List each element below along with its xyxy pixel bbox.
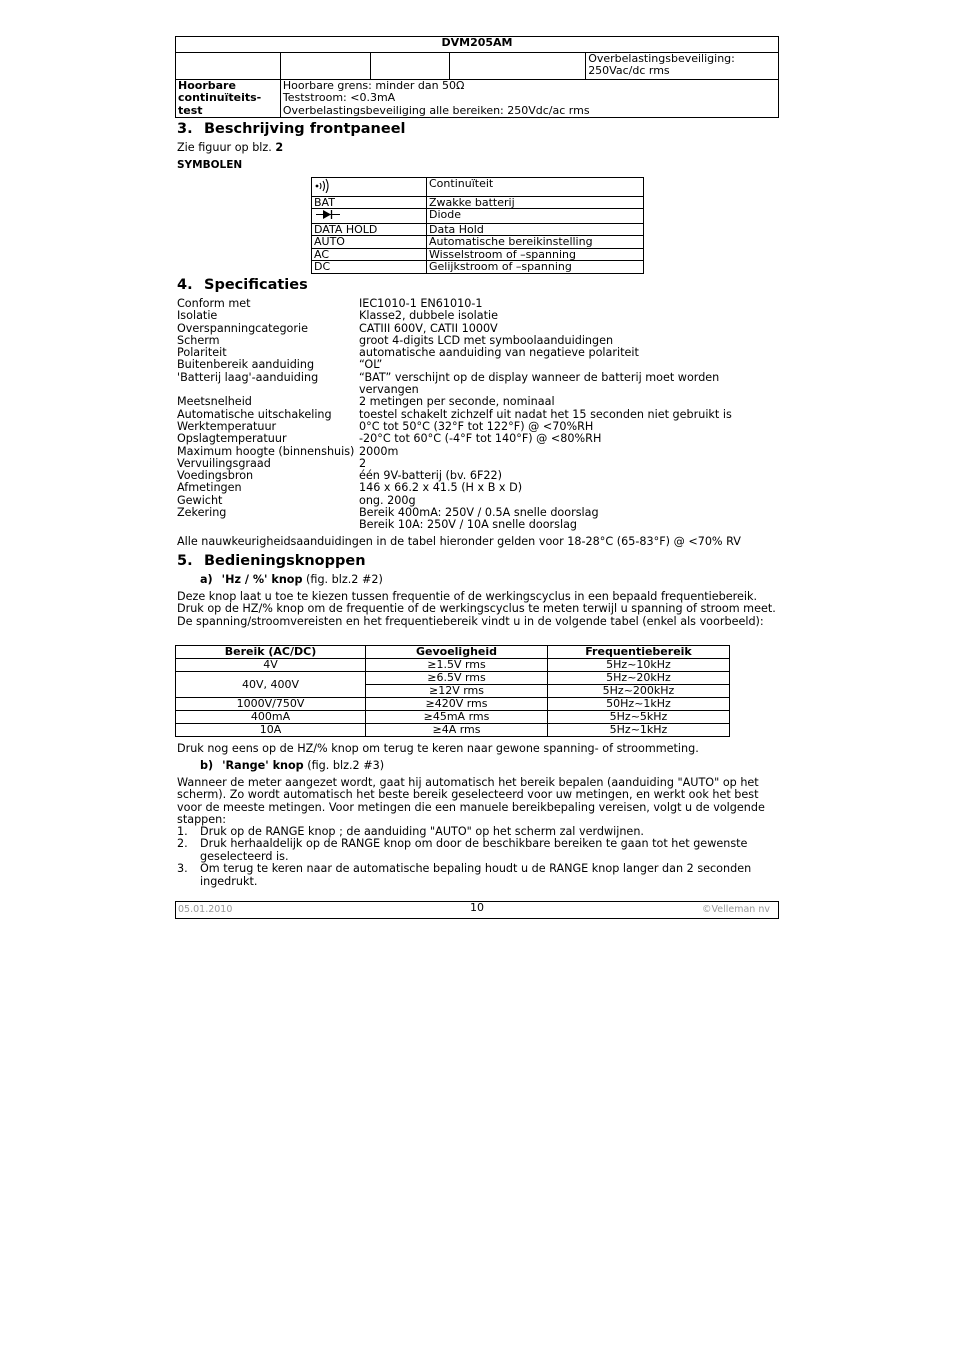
spec-row: Afmetingen 146 x 66.2 x 41.5 (H x B x D) (177, 481, 523, 495)
symbol-cell: BAT (312, 196, 427, 209)
page-number: 10 (470, 901, 484, 914)
symbol-cell: DATA HOLD (312, 223, 427, 236)
figure-reference: Zie figuur op blz. 2 (177, 141, 284, 154)
subsection-b-heading: b) 'Range' knop (fig. blz.2 #3) (200, 759, 385, 772)
spec-row: Maximum hoogte (binnenshuis) 2000m (177, 444, 399, 458)
range-knob-description: Wanneer de meter aangezet wordt, gaat hij automatisch het bereik bepalen (aanduiding "AUTO" op het scherm). Zo wordt automatisch het beste bereik geselecteerd voor uw metingen, en werkt ook het best voor de meeste metingen. Voor metingen die een manuele bereikbepaling vereisen, volgt u de volgende stappen: (177, 776, 765, 827)
symbol-cell: DC (312, 261, 427, 274)
list-item: 2. Druk herhaaldelijk op de RANGE knop om door de beschikbare bereiken te gaan tot het gewenste geselecteerd is. (177, 837, 748, 863)
symbol-meaning: Continuïteit (427, 178, 644, 197)
table-header: Gevoeligheid (366, 646, 548, 659)
continuity-spec-table (175, 36, 779, 118)
symbol-cell: AUTO (312, 236, 427, 249)
section-3-heading: 3. Beschrijving frontpaneel (177, 121, 406, 137)
continuity-values: Hoorbare grens: minder dan 50Ω Teststroom: <0.3mA Overbelastingsbeveiliging alle bereiken: 250Vdc/ac rms (280, 80, 778, 118)
diode-icon (314, 209, 342, 220)
document-header: DVM205AM (176, 37, 779, 53)
spec-row: Voedingsbron één 9V-batterij (bv. 6F22) (177, 469, 503, 483)
table-header: Frequentiebereik (548, 646, 730, 659)
spec-row: Polariteit automatische aanduiding van negatieve polariteit (177, 346, 639, 360)
symbol-cell: AC (312, 248, 427, 261)
section-5-heading: 5. Bedieningsknoppen (177, 553, 366, 569)
hz-knob-description: Deze knop laat u toe te kiezen tussen frequentie of de werkingscyclus in een bepaald frequentiebereik. Druk op de HZ/% knop om de frequentie of de werkingscyclus te meten terwijl u spanning of stroom meet. De spanning/stroomvereisten en het frequentiebereik vindt u in de volgende tabel (enkel als voorbeeld): (177, 590, 776, 628)
symbol-meaning: Gelijkstroom of –spanning (427, 261, 644, 274)
symbol-meaning: Wisselstroom of –spanning (427, 248, 644, 261)
subsection-a-heading: a) 'Hz / %' knop (fig. blz.2 #2) (200, 573, 383, 586)
range-steps-list (177, 826, 777, 888)
spec-row: Conform met IEC1010-1 EN61010-1 (177, 297, 483, 310)
symbol-cell (312, 178, 427, 197)
spec-row: Buitenbereik aanduiding “OL” (177, 358, 383, 372)
symbol-meaning: Data Hold (427, 223, 644, 236)
table-header: Bereik (AC/DC) (176, 646, 366, 659)
section-4-heading: 4. Specificaties (177, 277, 308, 293)
table-row: 4V ≥1.5V rms 5Hz~10kHz (176, 659, 730, 672)
specifications-table (177, 298, 739, 532)
symbol-meaning: Automatische bereikinstelling (427, 236, 644, 249)
spec-row: Werktemperatuur 0°C tot 50°C (32°F tot 122°F) @ <70%RH (177, 419, 594, 433)
spec-row: Zekering Bereik 400mA: 250V / 0.5A snelle doorslag Bereik 10A: 250V / 10A snelle doorslag (177, 506, 599, 532)
continuity-label: Hoorbare continuïteits- test (176, 80, 281, 118)
footer-copyright: ©Velleman nv (702, 904, 770, 915)
accuracy-note: Alle nauwkeurigheidsaanduidingen in de tabel hieronder gelden voor 18-28°C (65-83°F) @ <70% RV (177, 535, 741, 548)
frequency-table (175, 645, 730, 737)
symbols-table (311, 177, 644, 274)
symbol-meaning: Diode (427, 209, 644, 224)
page-footer (175, 901, 779, 919)
spec-row: Isolatie Klasse2, dubbele isolatie (177, 309, 499, 323)
footer-date: 05.01.2010 (178, 904, 233, 915)
spec-row: Overspanningcategorie CATIII 600V, CATII 1000V (177, 321, 498, 335)
overload-protection-cell: Overbelastingsbeveiliging: 250Vac/dc rms (586, 53, 779, 80)
list-item: 1. Druk op de RANGE knop ; de aanduiding "AUTO" op het scherm zal verdwijnen. (177, 825, 644, 838)
spec-row: Gewicht ong. 200g (177, 493, 416, 507)
spec-row: Scherm groot 4-digits LCD met symboolaanduidingen (177, 333, 614, 347)
table-row: ≥12V rms 5Hz~200kHz (176, 685, 730, 698)
symbols-heading: SYMBOLEN (177, 159, 243, 171)
spec-row: Vervuilingsgraad 2 (177, 456, 367, 470)
spec-row: Opslagtemperatuur -20°C tot 60°C (-4°F tot 140°F) @ <80%RH (177, 432, 602, 446)
spec-row: 'Batterij laag'-aanduiding “BAT” verschijnt op de display wanneer de batterij moet worden vervangen (177, 370, 720, 397)
table-row: 400mA ≥45mA rms 5Hz~5kHz (176, 711, 730, 724)
spec-row: Meetsnelheid 2 metingen per seconde, nominaal (177, 395, 555, 409)
symbol-meaning: Zwakke batterij (427, 196, 644, 209)
list-item: 3. Om terug te keren naar de automatische bepaling houdt u de RANGE knop langer dan 2 seconden ingedrukt. (177, 862, 752, 888)
continuity-icon (314, 178, 332, 193)
symbol-cell (312, 209, 427, 224)
table-row: 40V, 400V ≥6.5V rms 5Hz~20kHz (176, 672, 730, 685)
hz-return-note: Druk nog eens op de HZ/% knop om terug te keren naar gewone spanning- of stroommeting. (177, 742, 699, 755)
table-row: 10A ≥4A rms 5Hz~1kHz (176, 724, 730, 737)
table-row: 1000V/750V ≥420V rms 50Hz~1kHz (176, 698, 730, 711)
spec-row: Automatische uitschakeling toestel schakelt zichzelf uit nadat het 15 seconden niet gebruikt is (177, 407, 732, 421)
